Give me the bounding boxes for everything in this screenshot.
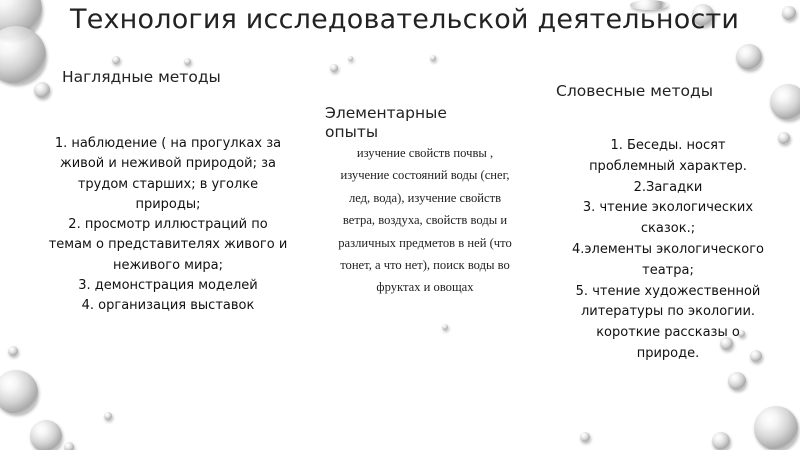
visual-methods-list — [28, 134, 308, 317]
text-line: изучение свойств почвы , — [356, 146, 494, 160]
list-item: природы; — [135, 196, 201, 212]
water-drop-icon — [104, 412, 112, 420]
list-item: сказок.; — [640, 221, 696, 237]
text-line: тонет, а что нет), поиск воды во — [340, 258, 510, 273]
list-item: короткие рассказы о — [596, 325, 740, 341]
visual-methods-heading: Наглядные методы — [62, 68, 221, 86]
water-drop-icon — [712, 432, 730, 450]
water-drop-icon — [330, 64, 338, 72]
verbal-methods-heading: Словесные методы — [556, 82, 713, 100]
list-item: 1. Беседы. носят — [610, 138, 726, 153]
water-drop-icon — [580, 432, 590, 442]
text-line: фруктах и овощах — [376, 280, 474, 295]
water-drop-icon — [34, 82, 50, 98]
list-item: 2.Загадки — [633, 179, 703, 195]
list-item: темам о представителях живого и — [48, 237, 288, 253]
experiments-text — [308, 142, 542, 299]
text-line: различных предметов в ней (что — [338, 235, 512, 250]
slide-title: Технология исследовательской деятельности — [70, 4, 740, 35]
list-item: трудом старших; в уголке — [77, 176, 259, 192]
text-line: изучение состояний воды (снег, — [340, 168, 510, 183]
verbal-methods-list — [560, 136, 776, 365]
water-drop-icon — [778, 132, 790, 144]
list-item: природе. — [636, 345, 700, 361]
list-item: 1. наблюдение ( на прогулках за — [54, 136, 282, 151]
list-item: 3. демонстрация моделей — [78, 278, 258, 294]
text-line: лед, вода), изучение свойств — [348, 190, 502, 205]
water-drop-icon — [0, 370, 38, 414]
list-item: 5. чтение художественной — [575, 283, 761, 299]
water-drop-icon — [30, 420, 62, 450]
water-drop-icon — [0, 26, 46, 84]
list-item: неживого мира; — [112, 257, 224, 273]
water-drop-icon — [430, 55, 436, 61]
list-item: 4. организация выставок — [81, 298, 255, 314]
water-drop-icon — [736, 44, 762, 70]
water-drop-icon — [64, 442, 74, 450]
experiments-heading: Элементарные опыты — [325, 104, 447, 141]
water-drop-icon — [754, 406, 798, 450]
water-drop-icon — [112, 56, 120, 64]
list-item: 3. чтение экологических — [582, 200, 754, 216]
water-drop-icon — [728, 372, 746, 390]
water-drop-icon — [348, 56, 353, 61]
water-drop-icon — [8, 346, 18, 356]
water-drop-icon — [184, 58, 191, 65]
water-drop-icon — [442, 324, 448, 330]
list-item: проблемный характер. — [589, 158, 747, 174]
text-line: ветра, воздуха, свойств воды и — [342, 213, 508, 228]
list-item: живой и неживой природой; за — [60, 156, 276, 172]
list-item: 2. просмотр иллюстраций по — [68, 217, 268, 233]
water-drop-icon — [770, 84, 800, 120]
list-item: литературы по экологии. — [580, 304, 756, 320]
list-item: театра; — [642, 262, 694, 278]
list-item: 4.элементы экологического — [571, 241, 765, 257]
